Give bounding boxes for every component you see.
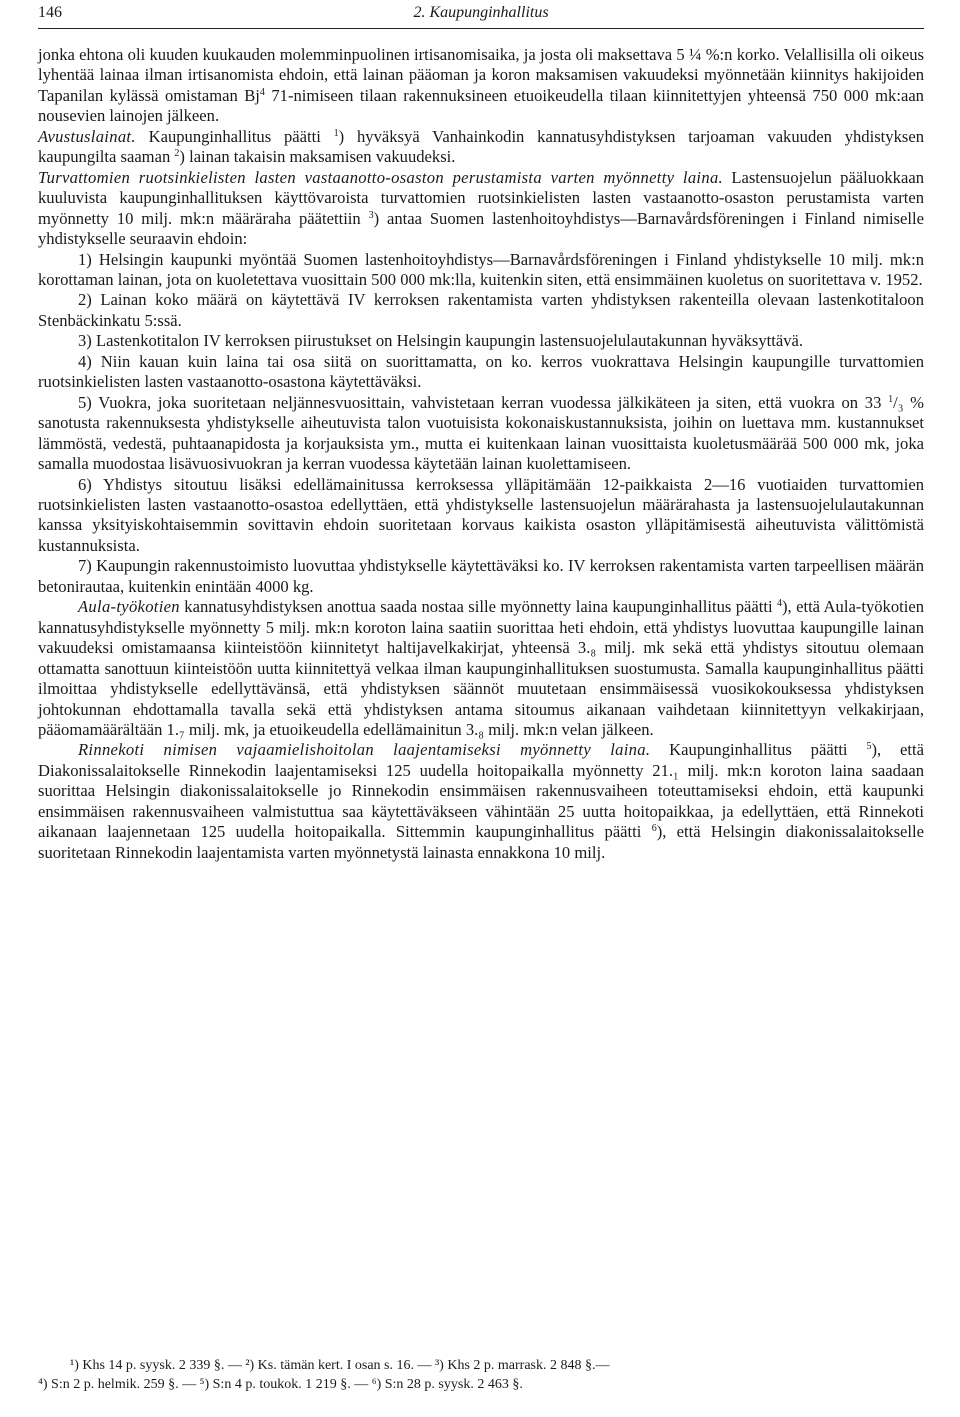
text-run: /₃ % sanotusta rakennuksesta yhdistykselle aiheutuvista talon vuotuisista kokonaiskustannuksista, joihin on luettava mm. kustannukset lämmöstä, vedestä, puhtaanapidosta ja korjauksista ym., mutta ei kuitenkaan lainan vuosittaista kuoletusmäärää 500 000 mk, joka samalla muodostaa lisävuosivuokran ja kerran vuodessa käytetään lainan kuolettamiseen.: [38, 392, 924, 474]
text-run: kannatusyhdistyksen anottua saada nostaa sille myönnetty laina kaupunginhallitus päätti: [179, 597, 778, 617]
header-rule: [38, 28, 924, 29]
text-run: ) antaa Suomen lastenhoitoyhdistys—Barnavårdsföreningen i Finland nimiselle yhdistykselle seuraavin ehdoin:: [38, 208, 924, 249]
text-run: jonka ehtona oli kuuden kuukauden molemminpuolinen irtisanomisaika, ja josta oli maksettava 5 ¼ %:n korko. Velallisilla oli oikeus lyhentää lainaa ilman irtisanomista ehdoin, että lainan pääoman ja koron maksamisen vakuudeksi myönnetään kiinnitys hakijoiden Tapanilan kylässä omistaman Bj: [38, 45, 924, 105]
italic-heading: Avustuslainat.: [38, 126, 136, 146]
text-run: ), että Aula-työkotien kannatusyhdistykselle myönnetty 5 milj. mk:n koroton laina saatiin suorittaa heti ehdoin, että yhdistys luovuttaa kaupungille lainan vakuudeksi omistamaansa kiinteistöön kiinnitetyt haltijavelkakirjat, yhteensä 3.₈ milj. mk sekä että yhdistys sitoutuu olemaan ottamatta sanottuun kiinteistöön uutta kiinnitettyä velkaa ilman kaupunginhallituksen suostumusta. Samalla kaupunginhallitus päätti ilmoittaa yhdistykselle edellyttävänsä, että yhdistyksen säännöt muutetaan ensimmäisessä vuosikokouksessa yhdistyksen johtokunnan ehdottamalla tavalla sekä että yhdistyksen antama sitoumus aikanaan vaihdetaan kiinnitettyyn velkakirjaan, pääomamäärältään 1.₇ milj. mk, ja etuoikeudella edellämainitun 3.₈ milj. mk:n velan jälkeen.: [38, 597, 925, 739]
paragraph: [38, 556, 924, 597]
paragraph: [38, 352, 924, 393]
footnote-ref: 6: [651, 823, 657, 835]
text-run: 6) Yhdistys sitoutuu lisäksi edellämainitussa kerroksessa ylläpitämään 12-paikkaista 2—16 vuotiaiden turvattomien ruotsinkielisten lasten vastaanotto-osastoa edellyttäen, että yhdistykselle lastensuojelun määrärahasta ja lastensuojelulautakunnan kanssa yksityiskohtaisemmin sovittavin ehdoin suoritetaan korvaus kaikista osaston ylläpitämisestä aiheutuvista välittömistä kustannuksista.: [38, 474, 924, 555]
footnote-line-1: ¹) Khs 14 p. syysk. 2 339 §. — ²) Ks. tämän kert. I osan s. 16. — ³) Khs 2 p. marrask. 2 848 §.—: [70, 1358, 610, 1373]
footnote-ref: 3: [368, 209, 374, 221]
text-run: ) hyväksyä Vanhainkodin kannatusyhdistyksen tarjoaman vakuuden yhdistyksen kaupungilta saaman: [38, 126, 924, 167]
text-run: 71-nimiseen tilaan rakennuksineen etuoikeudella tilaan kiinnitettyjen yhteensä 750 000 mk:aan nousevien lainojen jälkeen.: [38, 85, 924, 126]
page-header: [38, 4, 924, 26]
footnote-ref: 1: [333, 127, 339, 139]
paragraph: [38, 45, 924, 127]
paragraph: [38, 475, 924, 557]
text-run: 2) Lainan koko määrä on käytettävä IV kerroksen rakentamista varten yhdistyksen rakenteilla olevaan lastenkotitaloon Stenbäckinkatu 5:ssä.: [38, 290, 924, 330]
text-run: 5) Vuokra, joka suoritetaan neljännesvuosittain, vahvistetaan kerran vuodessa jälkikäteen ja siten, että vuokra on 33: [78, 392, 889, 412]
paragraph: [38, 290, 924, 331]
text-run: Lastensuojelun pääluokkaan kuuluvista kaupunginhallituksen käyttövaroista turvattomien ruotsinkielisten lasten vastaanotto-osaston perustamista varten myönnetty 10 milj. mk:n määräraha päätettiin: [38, 167, 924, 228]
running-title: 2. Kaupunginhallitus: [413, 4, 549, 21]
text-run: 3) Lastenkotitalon IV kerroksen piirustukset on Helsingin kaupungin lastensuojelulautakunnan hyväksyttävä.: [78, 331, 804, 351]
text-run: Kaupunginhallitus päätti: [650, 740, 867, 760]
paragraph: [38, 331, 924, 351]
footnote-ref: 4: [777, 598, 783, 610]
footnote-ref: 2: [174, 148, 180, 160]
paragraph: [38, 393, 924, 475]
footnotes: [38, 1356, 924, 1394]
paragraph: [38, 250, 924, 291]
paragraph: [38, 168, 924, 250]
text-run: Kaupunginhallitus päätti: [135, 126, 334, 146]
footnote-ref: 5: [866, 741, 872, 753]
text-run: ) lainan takaisin maksamisen vakuudeksi.: [179, 147, 456, 167]
italic-heading: Aula-työkotien: [78, 597, 180, 617]
footnote-line-2: ⁴) S:n 2 p. helmik. 259 §. — ⁵) S:n 4 p. toukok. 1 219 §. — ⁶) S:n 28 p. syysk. 2 463 §.: [38, 1377, 523, 1392]
text-run: 7) Kaupungin rakennustoimisto luovuttaa yhdistykselle käytettäväksi ko. IV kerroksen rakentamista varten tarpeellisen määrän betonirautaa, kuitenkin enintään 4000 kg.: [38, 556, 924, 596]
italic-heading: Turvattomien ruotsinkielisten lasten vastaanotto-osaston perustamista varten myönnetty laina.: [38, 167, 723, 187]
footnote-ref: 4: [259, 86, 265, 98]
paragraph: [38, 127, 924, 168]
paragraph: [38, 597, 924, 740]
body-text: [38, 45, 924, 863]
text-run: 1) Helsingin kaupunki myöntää Suomen lastenhoitoyhdistys—Barnavårdsföreningen i Finland yhdistykselle 10 milj. mk:n korottaman lainan, jota on kuoletettava vuosittain 500 000 mk:lla, kuitenkin siten, että ensimmäinen kuoletus on suoritettava v. 1952.: [38, 249, 924, 289]
paragraph: [38, 740, 924, 863]
page-number: 146: [38, 4, 62, 21]
text-run: ), että Helsingin diakonissalaitokselle suoritetaan Rinnekodin laajentamista varten myönnetystä lainasta ennakkona 10 milj.: [38, 822, 924, 862]
italic-heading: Rinnekoti nimisen vajaamielishoitolan laajentamiseksi myönnetty laina.: [78, 740, 651, 760]
text-run: 4) Niin kauan kuin laina tai osa siitä on suorittamatta, on ko. kerros vuokrattava Helsingin kaupungille turvattomien ruotsinkielisten lasten vastaanotto-osastona käytettäväksi.: [38, 351, 924, 392]
text-run: ), että Diakonissalaitokselle Rinnekodin laajentamiseksi 125 uudella hoitopaikalla myönnetty 21.₁ milj. mk:n koroton laina saadaan suorittaa Helsingin diakonissalaitokselle jo Rinnekodin ensimmäisen rakennusvaiheen toteuttamiseksi ehdoin, että kaupunki ensimmäisen rakennusvaiheen valmistuttua saa käytettäväkseen vähintään 25 uutta hoitopaikkaa, ja edellyttäen, että Rinnekoti aikanaan laajennetaan 125 uudella hoitopaikalla. Sittemmin kaupunginhallitus päätti: [38, 740, 924, 842]
footnote-ref: 1: [888, 393, 894, 405]
